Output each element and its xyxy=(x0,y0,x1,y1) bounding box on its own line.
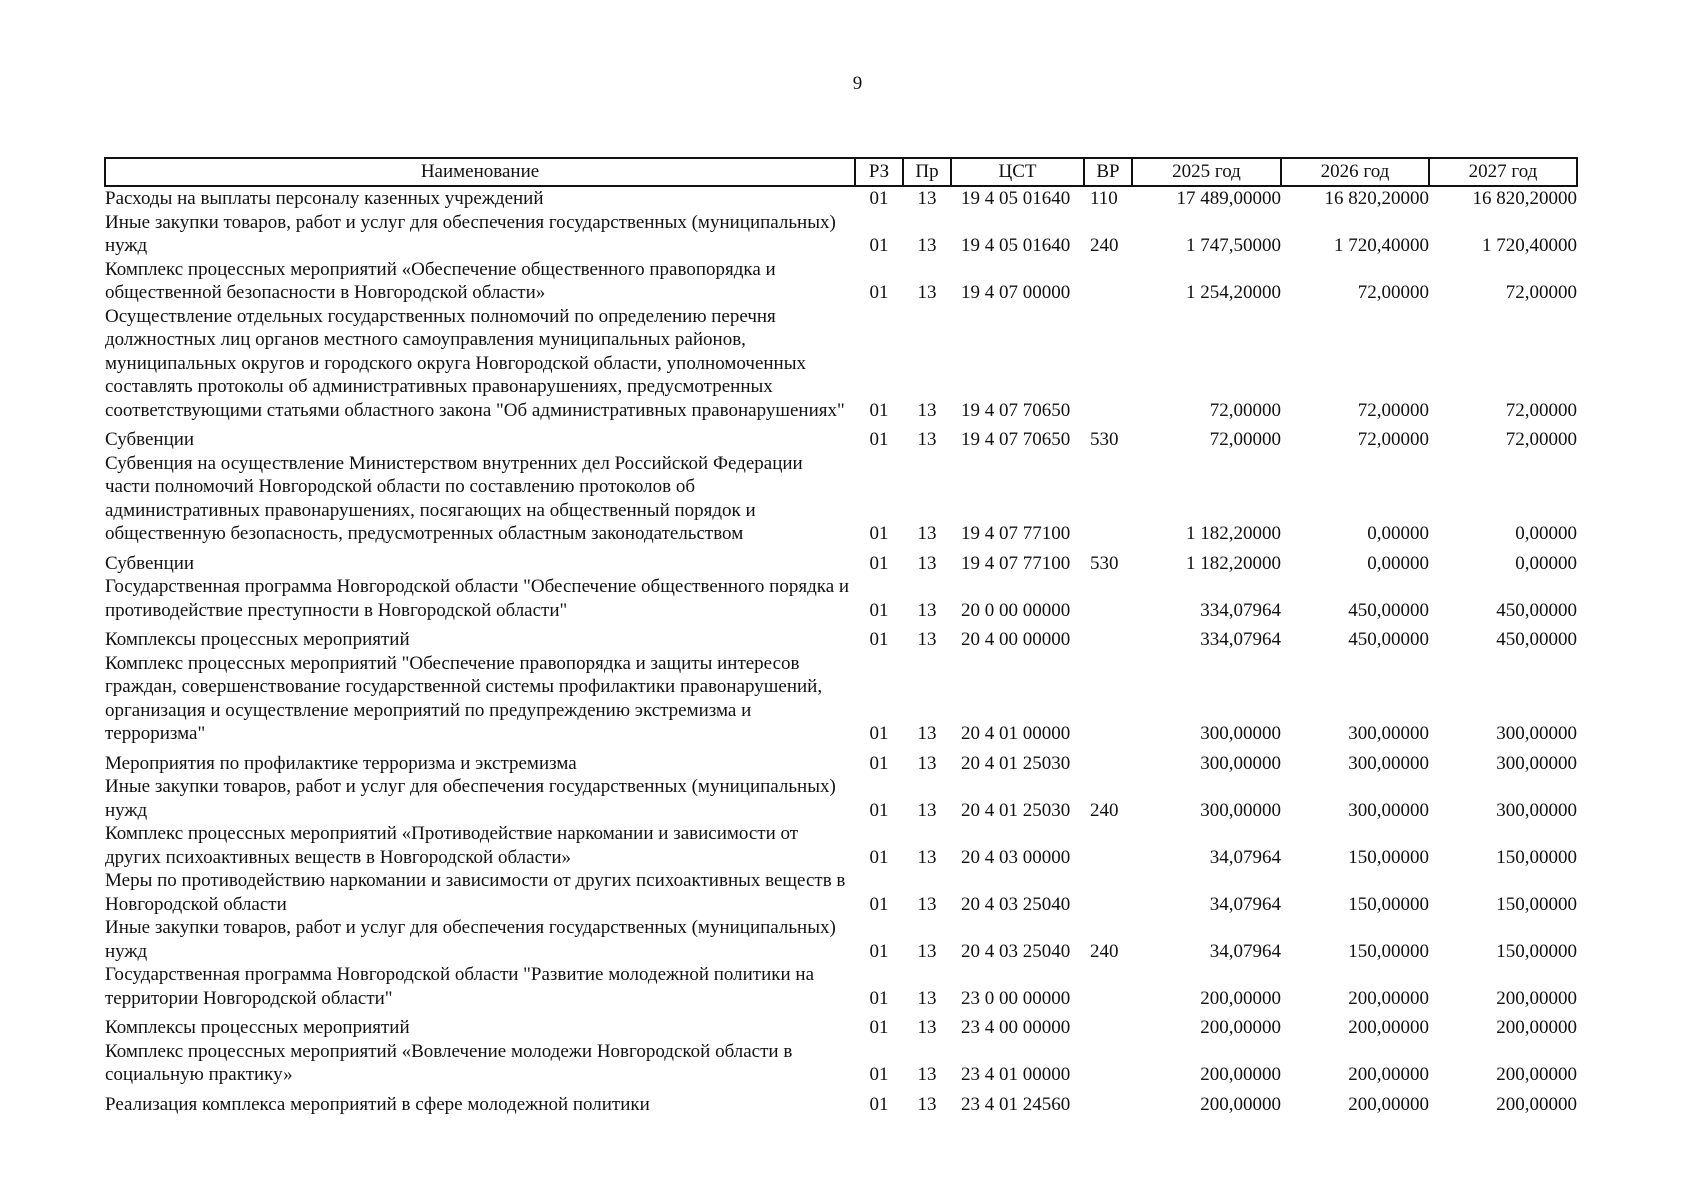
table-row xyxy=(105,546,1577,576)
row-rz: 01 xyxy=(869,752,889,774)
row-rz: 01 xyxy=(869,1064,889,1085)
row-vr xyxy=(1084,869,1132,916)
table-row xyxy=(105,822,1577,869)
row-vr: 530 xyxy=(1090,552,1119,574)
row-cst: 19 4 07 00000 xyxy=(961,282,1071,303)
row-name: Меры по противодействию наркомании и зависимости от других психоактивных веществ в Новгородской области xyxy=(105,870,846,915)
row-pr: 13 xyxy=(917,523,937,544)
row-cst: 20 4 01 25030 xyxy=(961,752,1071,774)
row-vr xyxy=(1084,822,1132,869)
row-2025: 1 182,20000 xyxy=(1186,552,1281,574)
row-rz: 01 xyxy=(869,523,889,544)
row-rz: 01 xyxy=(869,893,889,915)
row-2027: 150,00000 xyxy=(1496,846,1577,868)
table-row xyxy=(105,1040,1577,1087)
row-vr: 110 xyxy=(1090,188,1118,209)
row-2027: 300,00000 xyxy=(1496,723,1577,744)
row-2026: 150,00000 xyxy=(1348,846,1429,868)
row-2027: 300,00000 xyxy=(1496,752,1577,774)
row-cst: 19 4 05 01640 xyxy=(961,188,1071,209)
row-name: Субвенции xyxy=(105,429,195,450)
row-2026: 450,00000 xyxy=(1348,629,1429,650)
row-vr xyxy=(1084,1040,1132,1087)
table-row xyxy=(105,916,1577,963)
table-row xyxy=(105,869,1577,916)
row-2026: 150,00000 xyxy=(1348,893,1429,915)
row-vr xyxy=(1084,1010,1132,1040)
row-pr: 13 xyxy=(917,1093,937,1115)
row-2027: 450,00000 xyxy=(1496,599,1577,621)
row-pr: 13 xyxy=(917,1064,937,1085)
row-rz: 01 xyxy=(869,599,889,621)
row-name: Осуществление отдельных государственных полномочий по определению перечня должностных лиц органов местного самоуправления муниципальных районов, муниципальных округов и городского округа Новгородской области, уполномоченных составлять протоколы об административных правонарушениях, предусмотренных соответствующими статьями областного закона "Об административных правонарушениях" xyxy=(105,305,845,421)
row-rz: 01 xyxy=(869,282,889,303)
row-pr: 13 xyxy=(917,235,937,256)
table-body xyxy=(105,186,1577,1116)
header-pr: Пр xyxy=(903,158,951,186)
row-pr: 13 xyxy=(917,188,937,209)
row-rz: 01 xyxy=(869,1093,889,1115)
row-2025: 334,07964 xyxy=(1200,599,1281,621)
row-2027: 150,00000 xyxy=(1496,940,1577,962)
row-vr xyxy=(1084,575,1132,622)
row-pr: 13 xyxy=(917,893,937,915)
row-2027: 200,00000 xyxy=(1496,1064,1577,1085)
row-2026: 300,00000 xyxy=(1348,752,1429,774)
table-row xyxy=(105,305,1577,423)
row-name: Субвенция на осуществление Министерством внутренних дел Российской Федерации части полномочий Новгородской области по составлению протоколов об административных правонарушениях, посягающих на общественный порядок и общественную безопасность, предусмотренных областным законодательством xyxy=(105,452,803,544)
table-row xyxy=(105,575,1577,622)
table-row xyxy=(105,1087,1577,1117)
row-2025: 17 489,00000 xyxy=(1176,188,1281,209)
row-2025: 1 254,20000 xyxy=(1186,282,1281,303)
budget-table xyxy=(104,157,1578,1116)
row-2027: 72,00000 xyxy=(1505,399,1577,421)
page-number: 9 xyxy=(852,73,863,94)
row-2026: 200,00000 xyxy=(1348,1064,1429,1085)
row-rz: 01 xyxy=(869,552,889,574)
row-2026: 72,00000 xyxy=(1357,399,1429,421)
row-rz: 01 xyxy=(869,1017,889,1038)
row-vr xyxy=(1084,652,1132,746)
row-vr: 530 xyxy=(1090,429,1119,450)
table-row xyxy=(105,258,1577,305)
row-2025: 334,07964 xyxy=(1200,629,1281,650)
row-vr: 240 xyxy=(1090,940,1119,962)
row-2025: 34,07964 xyxy=(1209,893,1281,915)
row-2026: 200,00000 xyxy=(1348,1017,1429,1038)
row-2026: 300,00000 xyxy=(1348,799,1429,821)
row-pr: 13 xyxy=(917,552,937,574)
row-vr: 240 xyxy=(1090,799,1119,821)
row-name: Комплекс процессных мероприятий «Противодействие наркомании и зависимости от других психоактивных веществ в Новгородской области» xyxy=(105,823,799,868)
header-name: Наименование xyxy=(105,158,855,186)
table-row xyxy=(105,963,1577,1010)
row-cst: 20 0 00 00000 xyxy=(961,599,1071,621)
table-row xyxy=(105,422,1577,452)
header-2026: 2026 год xyxy=(1281,158,1429,186)
row-name: Субвенции xyxy=(105,552,195,574)
row-cst: 19 4 07 70650 xyxy=(961,429,1071,450)
row-2025: 200,00000 xyxy=(1200,1093,1281,1115)
row-2025: 1 182,20000 xyxy=(1186,523,1281,544)
row-name: Комплексы процессных мероприятий xyxy=(105,1017,410,1038)
table-row xyxy=(105,775,1577,822)
row-vr xyxy=(1084,1087,1132,1117)
row-cst: 19 4 07 77100 xyxy=(961,523,1071,544)
row-rz: 01 xyxy=(869,987,889,1009)
row-pr: 13 xyxy=(917,723,937,744)
row-2025: 300,00000 xyxy=(1200,752,1281,774)
row-2026: 200,00000 xyxy=(1348,987,1429,1009)
row-name: Иные закупки товаров, работ и услуг для обеспечения государственных (муниципальных) нужд xyxy=(105,211,836,256)
row-cst: 20 4 03 25040 xyxy=(961,893,1071,915)
row-cst: 20 4 03 25040 xyxy=(961,940,1071,962)
row-rz: 01 xyxy=(869,235,889,256)
row-pr: 13 xyxy=(917,599,937,621)
row-name: Комплекс процессных мероприятий "Обеспечение правопорядка и защиты интересов граждан, совершенствование государственной системы профилактики правонарушений, организация и осуществление мероприятий по предупреждению экстремизма и терроризма" xyxy=(105,652,823,744)
row-name: Иные закупки товаров, работ и услуг для обеспечения государственных (муниципальных) нужд xyxy=(105,776,836,821)
row-pr: 13 xyxy=(917,1017,937,1038)
row-pr: 13 xyxy=(917,987,937,1009)
row-pr: 13 xyxy=(917,629,937,650)
row-2026: 300,00000 xyxy=(1348,723,1429,744)
row-name: Мероприятия по профилактике терроризма и экстремизма xyxy=(105,752,577,774)
row-pr: 13 xyxy=(917,940,937,962)
row-rz: 01 xyxy=(869,940,889,962)
row-2025: 34,07964 xyxy=(1209,846,1281,868)
table-row xyxy=(105,746,1577,776)
row-rz: 01 xyxy=(869,723,889,744)
row-2025: 72,00000 xyxy=(1209,399,1281,421)
row-cst: 20 4 03 00000 xyxy=(961,846,1071,868)
row-2025: 72,00000 xyxy=(1209,429,1281,450)
row-2026: 450,00000 xyxy=(1348,599,1429,621)
row-2027: 150,00000 xyxy=(1496,893,1577,915)
row-name: Комплекс процессных мероприятий «Вовлечение молодежи Новгородской области в социальную практику» xyxy=(105,1040,793,1085)
row-cst: 20 4 01 00000 xyxy=(961,723,1071,744)
row-name: Реализация комплекса мероприятий в сфере молодежной политики xyxy=(105,1093,650,1115)
table-row xyxy=(105,652,1577,746)
row-cst: 20 4 00 00000 xyxy=(961,629,1071,650)
row-name: Иные закупки товаров, работ и услуг для обеспечения государственных (муниципальных) нужд xyxy=(105,917,836,962)
header-2025: 2025 год xyxy=(1132,158,1281,186)
row-pr: 13 xyxy=(917,799,937,821)
row-2027: 450,00000 xyxy=(1496,629,1577,650)
table-row xyxy=(105,211,1577,258)
row-cst: 19 4 07 77100 xyxy=(961,552,1071,574)
row-2027: 0,00000 xyxy=(1515,523,1577,544)
row-vr xyxy=(1084,305,1132,423)
table-row xyxy=(105,622,1577,652)
row-2026: 200,00000 xyxy=(1348,1093,1429,1115)
row-cst: 23 4 01 24560 xyxy=(961,1093,1071,1115)
row-2027: 72,00000 xyxy=(1505,282,1577,303)
row-rz: 01 xyxy=(869,846,889,868)
row-cst: 19 4 07 70650 xyxy=(961,399,1071,421)
header-row xyxy=(105,158,1577,186)
table-row xyxy=(105,186,1577,211)
row-2027: 200,00000 xyxy=(1496,1017,1577,1038)
row-2026: 0,00000 xyxy=(1367,552,1429,574)
row-rz: 01 xyxy=(869,188,889,209)
row-pr: 13 xyxy=(917,846,937,868)
table-row xyxy=(105,452,1577,546)
row-rz: 01 xyxy=(869,799,889,821)
row-name: Расходы на выплаты персоналу казенных учреждений xyxy=(105,188,544,209)
row-2026: 72,00000 xyxy=(1357,282,1429,303)
row-vr xyxy=(1084,746,1132,776)
header-vr: ВР xyxy=(1084,158,1132,186)
row-rz: 01 xyxy=(869,429,889,450)
row-cst: 23 4 00 00000 xyxy=(961,1017,1071,1038)
row-2025: 200,00000 xyxy=(1200,1017,1281,1038)
row-2026: 16 820,20000 xyxy=(1324,188,1429,209)
row-pr: 13 xyxy=(917,752,937,774)
row-cst: 20 4 01 25030 xyxy=(961,799,1071,821)
row-2026: 72,00000 xyxy=(1357,429,1429,450)
row-2027: 16 820,20000 xyxy=(1472,188,1577,209)
row-2025: 300,00000 xyxy=(1200,799,1281,821)
row-vr xyxy=(1084,963,1132,1010)
row-2026: 1 720,40000 xyxy=(1334,235,1429,256)
row-2025: 200,00000 xyxy=(1200,987,1281,1009)
row-2027: 200,00000 xyxy=(1496,1093,1577,1115)
row-vr xyxy=(1084,258,1132,305)
row-2025: 200,00000 xyxy=(1200,1064,1281,1085)
header-cst: ЦСТ xyxy=(951,158,1084,186)
row-2027: 300,00000 xyxy=(1496,799,1577,821)
header-2027: 2027 год xyxy=(1429,158,1577,186)
row-name: Государственная программа Новгородской области "Обеспечение общественного порядка и противодействие преступности в Новгородской области" xyxy=(105,576,850,621)
row-2027: 1 720,40000 xyxy=(1482,235,1577,256)
row-vr xyxy=(1084,452,1132,546)
row-cst: 23 0 00 00000 xyxy=(961,987,1071,1009)
row-2027: 0,00000 xyxy=(1515,552,1577,574)
row-cst: 23 4 01 00000 xyxy=(961,1064,1071,1085)
row-2027: 72,00000 xyxy=(1505,429,1577,450)
row-pr: 13 xyxy=(917,429,937,450)
row-cst: 19 4 05 01640 xyxy=(961,235,1071,256)
row-2025: 1 747,50000 xyxy=(1186,235,1281,256)
row-2025: 34,07964 xyxy=(1209,940,1281,962)
table-row xyxy=(105,1010,1577,1040)
row-vr: 240 xyxy=(1090,235,1119,256)
row-pr: 13 xyxy=(917,399,937,421)
row-name: Государственная программа Новгородской области "Развитие молодежной политики на территории Новгородской области" xyxy=(105,964,815,1009)
row-2026: 150,00000 xyxy=(1348,940,1429,962)
row-pr: 13 xyxy=(917,282,937,303)
row-rz: 01 xyxy=(869,399,889,421)
row-2027: 200,00000 xyxy=(1496,987,1577,1009)
row-name: Комплекс процессных мероприятий «Обеспечение общественного правопорядка и общественной безопасности в Новгородской области» xyxy=(105,258,776,303)
row-name: Комплексы процессных мероприятий xyxy=(105,629,410,650)
row-2026: 0,00000 xyxy=(1367,523,1429,544)
row-2025: 300,00000 xyxy=(1200,723,1281,744)
header-rz: РЗ xyxy=(855,158,903,186)
row-vr xyxy=(1084,622,1132,652)
row-rz: 01 xyxy=(869,629,889,650)
